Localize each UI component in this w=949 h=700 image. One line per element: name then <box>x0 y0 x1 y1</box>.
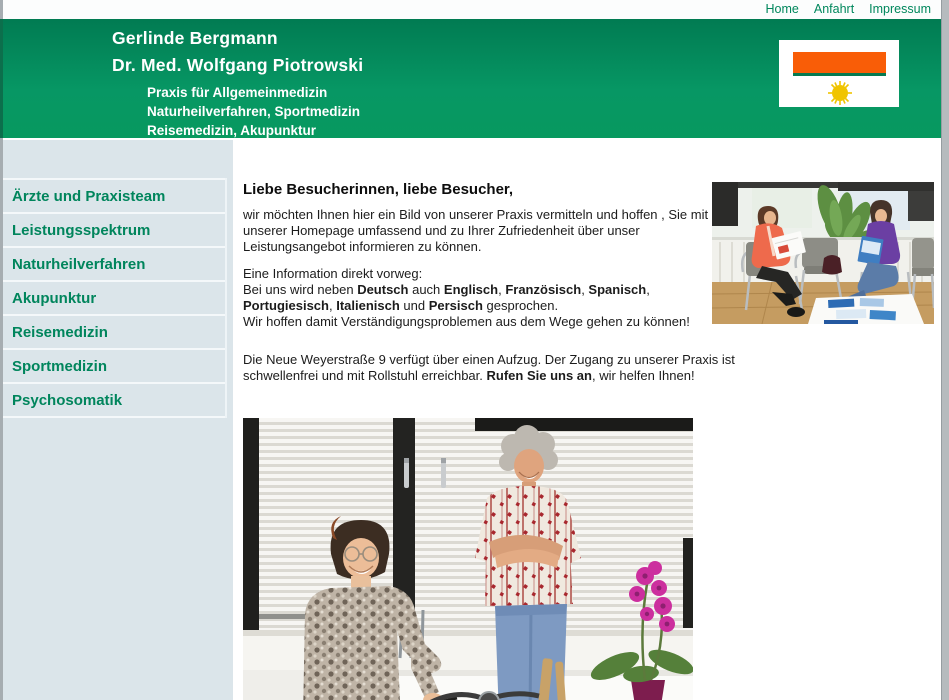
sidebar-item-aerzte-und-praxisteam[interactable] <box>3 178 225 212</box>
intro-line: wir möchten Ihnen hier ein Bild von unserer Praxis vermitteln und hoffen , Sie mit <box>243 207 709 222</box>
logo-orange-bar <box>793 52 886 73</box>
practice-subtitle-1: Praxis für Allgemeinmedizin <box>147 85 328 100</box>
intro-line: unserer Homepage umfassend und zu Ihrer Zufriedenheit über unser <box>243 223 640 238</box>
hope-line: Wir hoffen damit Verständigungsproblemen aus dem Wege gehen zu können! <box>243 314 690 329</box>
doctor-name-1: Gerlinde Bergmann <box>112 28 278 48</box>
doctors-photo <box>243 418 693 700</box>
intro-paragraph <box>243 207 708 255</box>
sidebar-item-sportmedizin[interactable] <box>3 348 225 382</box>
sidebar-item-akupunktur[interactable] <box>3 280 225 314</box>
intro-line: Leistungsangebot informieren zu können. <box>243 239 482 254</box>
languages-line-1: Bei uns wird neben Deutsch auch Englisch, Französisch, Spanisch, <box>243 282 650 297</box>
doctor-name-2: Dr. Med. Wolfgang Piotrowski <box>112 55 364 75</box>
sidebar-item-label: Naturheilverfahren <box>12 255 146 273</box>
logo-green-line <box>793 73 886 76</box>
sidebar-item-label: Akupunktur <box>12 289 97 307</box>
waiting-room-photo <box>712 182 934 324</box>
menu-end-divider <box>3 416 225 418</box>
access-line-2: schwellenfrei und mit Rollstuhl erreichbar. Rufen Sie uns an, wir helfen Ihnen! <box>243 368 695 383</box>
access-paragraph <box>243 352 735 384</box>
header-left-edge <box>0 19 3 138</box>
page-title: Liebe Besucherinnen, liebe Besucher, <box>243 181 514 198</box>
practice-logo <box>779 40 899 107</box>
sidebar <box>3 140 233 700</box>
practice-subtitle-2: Naturheilverfahren, Sportmedizin <box>147 104 361 119</box>
site-header <box>3 19 941 138</box>
sidebar-item-label: Sportmedizin <box>12 357 108 375</box>
sun-icon <box>823 80 857 106</box>
nav-link-home[interactable]: Home <box>765 2 799 16</box>
access-line-1: Die Neue Weyerstraße 9 verfügt über einen Aufzug. Der Zugang zu unserer Praxis ist <box>243 352 735 367</box>
nav-link-impressum[interactable]: Impressum <box>869 2 931 16</box>
sidebar-item-label: Leistungsspektrum <box>12 221 151 239</box>
languages-paragraph <box>243 266 690 330</box>
sidebar-item-label: Ärzte und Praxisteam <box>12 187 166 205</box>
sidebar-item-leistungsspektrum[interactable] <box>3 212 225 246</box>
sidebar-menu <box>3 178 227 418</box>
sidebar-item-psychosomatik[interactable] <box>3 382 225 416</box>
practice-subtitle-3: Reisemedizin, Akupunktur <box>147 123 317 138</box>
info-line: Eine Information direkt vorweg: <box>243 266 423 281</box>
sidebar-item-reisemedizin[interactable] <box>3 314 225 348</box>
sidebar-item-label: Reisemedizin <box>12 323 108 341</box>
sidebar-item-naturheilverfahren[interactable] <box>3 246 225 280</box>
sidebar-item-label: Psychosomatik <box>12 391 123 409</box>
nav-link-anfahrt[interactable]: Anfahrt <box>813 2 855 16</box>
languages-line-2: Portugiesisch, Italienisch und Persisch gesprochen. <box>243 298 559 313</box>
top-navigation <box>3 0 941 19</box>
scrollbar-track[interactable] <box>941 0 949 700</box>
